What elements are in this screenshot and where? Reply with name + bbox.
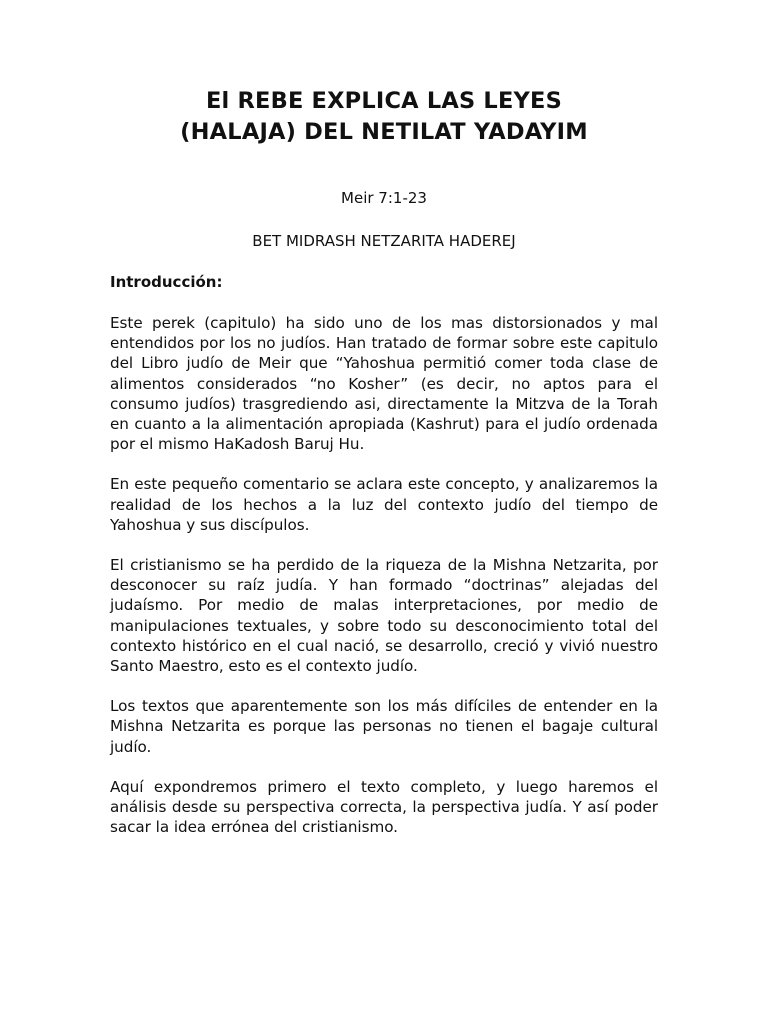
paragraph-2: En este pequeño comentario se aclara este concepto, y analizaremos la realidad de los hechos a la luz del contexto judío del tiempo de Yahoshua y sus discípulos. [110,475,658,534]
paragraph-4: Los textos que aparentemente son los más difíciles de entender en la Mishna Netzarita es porque las personas no tienen el bagaje cultural judío. [110,697,658,756]
paragraph-3: El cristianismo se ha perdido de la riqueza de la Mishna Netzarita, por desconocer su raíz judía. Y han formado “doctrinas” alejadas del judaísmo. Por medio de malas interpretaciones, por medio de manipulaciones textuales, y sobre todo su desconocimiento total del contexto histórico en el cual nació, se desarrollo, creció y vivió nuestro Santo Maestro, esto es el contexto judío. [110,556,658,676]
paragraph-1: Este perek (capitulo) ha sido uno de los mas distorsionados y mal entendidos por los no judíos. Han tratado de formar sobre este capitulo del Libro judío de Meir que “Yahoshua permitió comer toda clase de alimentos considerados “no Kosher” (es decir, no aptos para el consumo judíos) trasgrediendo asi, directamente la Mitzva de la Torah en cuanto a la alimentación apropiada (Kashrut) para el judío ordenada por el mismo HaKadosh Baruj Hu. [110,314,658,454]
school-name: BET MIDRASH NETZARITA HADEREJ [252,232,516,250]
document-title [110,86,658,148]
body-text [110,313,658,857]
verse-reference: Meir 7:1-23 [341,189,427,207]
paragraph-5: Aquí expondremos primero el texto completo, y luego haremos el análisis desde su perspectiva correcta, la perspectiva judía. Y así poder sacar la idea errónea del cristianismo. [110,777,658,837]
section-heading: Introducción: [110,273,223,291]
title-line-2: (HALAJA) DEL NETILAT YADAYIM [180,119,588,145]
title-line-1: El REBE EXPLICA LAS LEYES [205,88,562,114]
